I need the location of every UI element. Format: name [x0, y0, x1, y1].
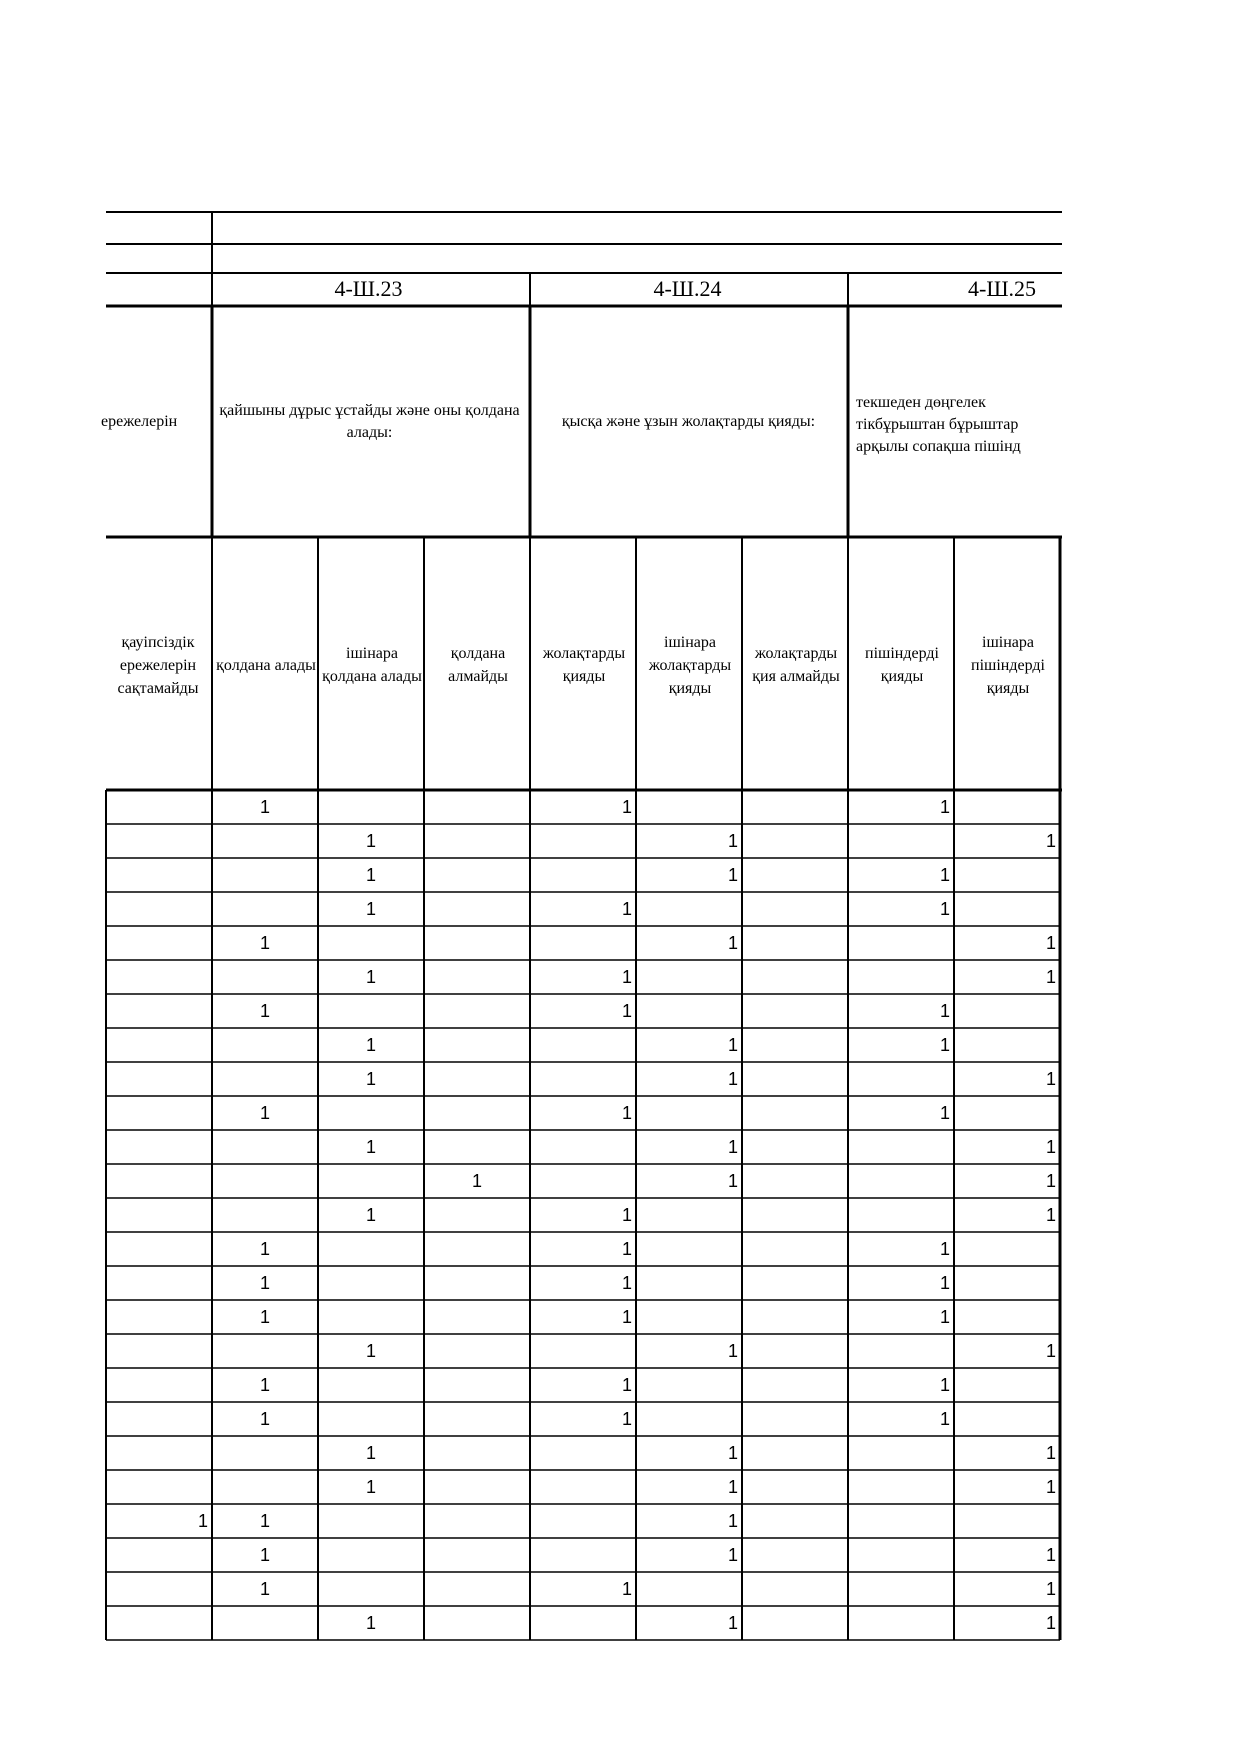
- subheader-partially-cuts-shapes: ішінара пішіндерді қияды: [971, 633, 1045, 697]
- table-cell: [212, 892, 318, 926]
- table-cell: [212, 1028, 318, 1062]
- table-cell: [106, 926, 212, 960]
- criterion-safety-rules: ережелерін: [101, 413, 178, 430]
- table-cell: [212, 1198, 318, 1232]
- table-cell: [530, 1164, 636, 1198]
- table-cell: [742, 1130, 848, 1164]
- table-cell: 1: [939, 797, 950, 817]
- table-cell: [318, 926, 424, 960]
- table-cell: [106, 1300, 212, 1334]
- table-cell: [424, 1538, 530, 1572]
- table-cell: 1: [727, 1035, 738, 1055]
- table-cell: 1: [939, 1001, 950, 1021]
- table-cell: [954, 1402, 1060, 1436]
- table-cell: [106, 1572, 212, 1606]
- table-cell: 1: [365, 1613, 376, 1633]
- table-cell: 1: [1045, 1341, 1056, 1361]
- table-cell: 1: [1045, 1443, 1056, 1463]
- table-cell: [424, 1062, 530, 1096]
- table-cell: [424, 1436, 530, 1470]
- table-cell: [742, 1504, 848, 1538]
- table-cell: 1: [727, 1443, 738, 1463]
- table-cell: [106, 1606, 212, 1640]
- table-cell: [848, 1572, 954, 1606]
- table-cell: [742, 1538, 848, 1572]
- table-cell: [212, 1470, 318, 1504]
- table-cell: [318, 1504, 424, 1538]
- table-cell: [106, 1436, 212, 1470]
- table-cell: [318, 1164, 424, 1198]
- table-cell: [530, 1028, 636, 1062]
- table-cell: [742, 858, 848, 892]
- table-cell: 1: [621, 1103, 632, 1123]
- table-cell: 1: [259, 1579, 270, 1599]
- table-cell: 1: [939, 1307, 950, 1327]
- table-cell: 1: [365, 1205, 376, 1225]
- table-cell: [954, 994, 1060, 1028]
- table-cell: 1: [727, 1171, 738, 1191]
- table-cell: 1: [1045, 831, 1056, 851]
- table-cell: 1: [939, 899, 950, 919]
- table-cell: [742, 1232, 848, 1266]
- table-cell: [954, 1232, 1060, 1266]
- table-cell: [318, 1096, 424, 1130]
- table-cell: 1: [259, 1307, 270, 1327]
- table-cell: 1: [1045, 1171, 1056, 1191]
- table-cell: [742, 790, 848, 824]
- criterion-shapes: текшеден дөңгелек тікбұрыштан бұрыштар арқылы сопақша пішінд: [856, 394, 1021, 455]
- table-cell: 1: [259, 1273, 270, 1293]
- table-cell: [530, 1538, 636, 1572]
- criterion-strips: қысқа және ұзын жолақтарды қияды:: [561, 413, 816, 430]
- table-cell: [424, 1130, 530, 1164]
- table-cell: [848, 824, 954, 858]
- table-cell: [954, 790, 1060, 824]
- table-cell: [530, 1334, 636, 1368]
- table-cell: 1: [939, 1239, 950, 1259]
- subheader-safety-not-kept: қауіпсіздік ережелерін сақтамайды: [117, 633, 199, 697]
- table-cell: [954, 1266, 1060, 1300]
- table-cell: 1: [621, 1375, 632, 1395]
- table-cell: [848, 1198, 954, 1232]
- table-cell: [848, 926, 954, 960]
- table-cell: [848, 1538, 954, 1572]
- table-cell: [318, 1572, 424, 1606]
- table-cell: 1: [939, 1409, 950, 1429]
- table-cell: [530, 926, 636, 960]
- table-cell: 1: [939, 1035, 950, 1055]
- table-cell: [742, 1402, 848, 1436]
- table-cell: 1: [939, 865, 950, 885]
- table-cell: 1: [939, 1375, 950, 1395]
- table-cell: 1: [259, 1239, 270, 1259]
- table-cell: [106, 1130, 212, 1164]
- table-cell: [530, 1606, 636, 1640]
- table-cell: [742, 1436, 848, 1470]
- table-cell: [212, 1164, 318, 1198]
- table-cell: 1: [621, 899, 632, 919]
- table-cell: [212, 1130, 318, 1164]
- table-cell: [424, 1368, 530, 1402]
- table-cell: [636, 994, 742, 1028]
- table-cell: [106, 858, 212, 892]
- table-cell: 1: [621, 1239, 632, 1259]
- table-cell: [954, 1504, 1060, 1538]
- table-cell: 1: [365, 899, 376, 919]
- table-cell: [742, 1300, 848, 1334]
- table-cell: 1: [939, 1103, 950, 1123]
- table-cell: 1: [1045, 1205, 1056, 1225]
- table-cell: [424, 790, 530, 824]
- table-cell: [106, 1266, 212, 1300]
- table-cell: [106, 1232, 212, 1266]
- table-cell: [636, 892, 742, 926]
- table-cell: [106, 790, 212, 824]
- table-cell: [954, 892, 1060, 926]
- table-cell: 1: [365, 1477, 376, 1497]
- table-cell: [530, 1062, 636, 1096]
- table-cell: 1: [621, 967, 632, 987]
- table-cell: [424, 1096, 530, 1130]
- table-cell: 1: [727, 865, 738, 885]
- table-cell: [636, 1572, 742, 1606]
- table-cell: [848, 1504, 954, 1538]
- table-cell: 1: [621, 1307, 632, 1327]
- table-cell: [742, 1334, 848, 1368]
- table-cell: [530, 1504, 636, 1538]
- table-cell: 1: [259, 797, 270, 817]
- table-cell: [318, 994, 424, 1028]
- table-cell: 1: [365, 1035, 376, 1055]
- table-cell: 1: [939, 1273, 950, 1293]
- table-cell: [742, 1572, 848, 1606]
- table-cell: [424, 960, 530, 994]
- table-cell: [424, 1300, 530, 1334]
- table-cell: [742, 1164, 848, 1198]
- table-cell: [318, 790, 424, 824]
- table-cell: 1: [259, 1511, 270, 1531]
- table-cell: [212, 1606, 318, 1640]
- table-cell: 1: [259, 1103, 270, 1123]
- table-cell: [424, 1266, 530, 1300]
- table-cell: 1: [365, 831, 376, 851]
- table-cell: [742, 892, 848, 926]
- table-cell: [212, 960, 318, 994]
- table-cell: [318, 1266, 424, 1300]
- table-cell: [424, 892, 530, 926]
- table-cell: [848, 1164, 954, 1198]
- subheader-cuts-strips: жолақтарды қияды: [542, 645, 626, 685]
- table-cell: 1: [727, 1341, 738, 1361]
- table-cell: [106, 1096, 212, 1130]
- table-cell: [742, 1606, 848, 1640]
- table-cell: [848, 1470, 954, 1504]
- table-cell: [106, 1402, 212, 1436]
- table-cell: [954, 858, 1060, 892]
- table-cell: [954, 1096, 1060, 1130]
- table-cell: [636, 1402, 742, 1436]
- table-cell: 1: [259, 1409, 270, 1429]
- table-cell: [530, 1470, 636, 1504]
- table-cell: [636, 960, 742, 994]
- table-cell: [318, 1538, 424, 1572]
- table-cell: [636, 1198, 742, 1232]
- table-cell: [106, 824, 212, 858]
- table-cell: 1: [197, 1511, 208, 1531]
- table-cell: 1: [727, 1477, 738, 1497]
- table-cell: [424, 824, 530, 858]
- table-cell: 1: [365, 1341, 376, 1361]
- table-cell: [530, 824, 636, 858]
- table-cell: [530, 1436, 636, 1470]
- table-cell: 1: [727, 1613, 738, 1633]
- subheader-cuts-shapes: пішіндерді қияды: [865, 645, 939, 685]
- table-cell: 1: [259, 1001, 270, 1021]
- table-cell: [212, 858, 318, 892]
- table-cell: [424, 1572, 530, 1606]
- table-cell: 1: [621, 797, 632, 817]
- table-cell: 1: [621, 1273, 632, 1293]
- table-cell: 1: [259, 933, 270, 953]
- table-cell: [742, 1096, 848, 1130]
- table-cell: 1: [365, 967, 376, 987]
- table-cell: 1: [621, 1001, 632, 1021]
- table-cell: [424, 1402, 530, 1436]
- table-cell: 1: [1045, 933, 1056, 953]
- table-cell: [954, 1300, 1060, 1334]
- table-cell: 1: [471, 1171, 482, 1191]
- table-cell: 1: [365, 865, 376, 885]
- table-cell: [848, 960, 954, 994]
- table-cell: [106, 1164, 212, 1198]
- table-cell: 1: [365, 1443, 376, 1463]
- table-cell: 1: [727, 1545, 738, 1565]
- table-cell: 1: [621, 1409, 632, 1429]
- table-cell: [212, 824, 318, 858]
- table-cell: [106, 1368, 212, 1402]
- table-cell: 1: [727, 831, 738, 851]
- table-cell: 1: [1045, 1137, 1056, 1157]
- code-4-sh-25: 4-Ш.25: [968, 275, 1037, 301]
- table-cell: [954, 1028, 1060, 1062]
- table-cell: [742, 1062, 848, 1096]
- table-cell: 1: [727, 933, 738, 953]
- table-cell: [424, 994, 530, 1028]
- table-cell: [318, 1402, 424, 1436]
- table-cell: [742, 824, 848, 858]
- table-cell: 1: [365, 1137, 376, 1157]
- table-cell: [742, 1266, 848, 1300]
- table-cell: [742, 926, 848, 960]
- table-cell: 1: [1045, 1069, 1056, 1089]
- table-cell: 1: [1045, 1477, 1056, 1497]
- table-cell: [636, 1368, 742, 1402]
- table-cell: 1: [727, 1511, 738, 1531]
- table-cell: [636, 1232, 742, 1266]
- table-cell: [954, 1368, 1060, 1402]
- table-cell: [424, 1470, 530, 1504]
- table-cell: [106, 994, 212, 1028]
- criterion-scissors: қайшыны дұрыс ұстайды және оны қолдана алады:: [219, 402, 520, 441]
- code-4-sh-23: 4-Ш.23: [334, 275, 403, 301]
- table-cell: [106, 1062, 212, 1096]
- table-cell: [318, 1300, 424, 1334]
- table-cell: [106, 1334, 212, 1368]
- table-cell: [636, 1300, 742, 1334]
- table-cell: [848, 1130, 954, 1164]
- table-cell: [212, 1062, 318, 1096]
- table-cell: 1: [259, 1375, 270, 1395]
- table-cell: 1: [259, 1545, 270, 1565]
- table-cell: [424, 926, 530, 960]
- table-cell: 1: [1045, 1579, 1056, 1599]
- subheader-partially-cuts-strips: ішінара жолақтарды қияды: [648, 633, 732, 697]
- table-cell: [106, 892, 212, 926]
- table-cell: [212, 1334, 318, 1368]
- table-cell: [848, 1062, 954, 1096]
- table-cell: [636, 790, 742, 824]
- table-cell: [848, 1606, 954, 1640]
- table-cell: [424, 1028, 530, 1062]
- table-cell: [636, 1096, 742, 1130]
- table-cell: [106, 1470, 212, 1504]
- table-cell: 1: [365, 1069, 376, 1089]
- table-cell: [530, 1130, 636, 1164]
- table-cell: [742, 1470, 848, 1504]
- table-cell: [318, 1368, 424, 1402]
- table-cell: [424, 1334, 530, 1368]
- table-cell: [742, 1028, 848, 1062]
- subheader-cannot-cut-strips: жолақтарды қия алмайды: [752, 645, 840, 685]
- table-cell: [318, 1232, 424, 1266]
- table-cell: 1: [727, 1137, 738, 1157]
- table-cell: [106, 1538, 212, 1572]
- table-cell: [424, 1504, 530, 1538]
- table-cell: [106, 1198, 212, 1232]
- table-cell: [742, 1368, 848, 1402]
- table-cell: [742, 960, 848, 994]
- table-cell: 1: [621, 1205, 632, 1225]
- table-cell: [424, 858, 530, 892]
- table-cell: [848, 1436, 954, 1470]
- subheader-can-use: қолдана алады: [216, 656, 316, 674]
- table-cell: [212, 1436, 318, 1470]
- table-cell: [636, 1266, 742, 1300]
- table-cell: [424, 1232, 530, 1266]
- table-cell: 1: [1045, 1613, 1056, 1633]
- table-cell: [106, 960, 212, 994]
- table-cell: 1: [1045, 1545, 1056, 1565]
- table-cell: [530, 858, 636, 892]
- table-cell: [106, 1028, 212, 1062]
- table-cell: 1: [727, 1069, 738, 1089]
- table-cell: 1: [1045, 967, 1056, 987]
- subheader-cannot-use: қолдана алмайды: [448, 645, 508, 685]
- table-cell: [424, 1198, 530, 1232]
- table-cell: 1: [621, 1579, 632, 1599]
- subheader-partially-can-use: ішінара қолдана алады: [322, 645, 422, 685]
- table-cell: [424, 1606, 530, 1640]
- table-cell: [848, 1334, 954, 1368]
- table-cell: [742, 994, 848, 1028]
- code-4-sh-24: 4-Ш.24: [653, 275, 722, 301]
- table-cell: [742, 1198, 848, 1232]
